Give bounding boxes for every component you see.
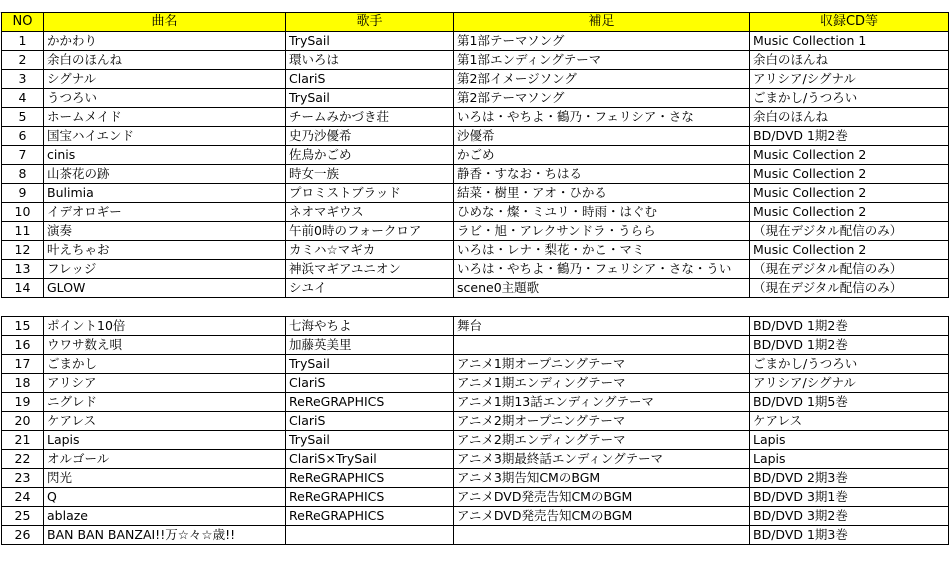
cell-title[interactable]: アリシア bbox=[44, 374, 286, 393]
cell-note[interactable]: アニメ2期オープニングテーマ bbox=[454, 412, 750, 431]
cell-note[interactable]: scene0主題歌 bbox=[454, 279, 750, 298]
cell-note[interactable]: アニメ2期エンディングテーマ bbox=[454, 431, 750, 450]
cell-cd[interactable]: 余白のほんね bbox=[750, 108, 949, 127]
cell-note[interactable]: 第2部イメージソング bbox=[454, 70, 750, 89]
cell-no[interactable]: 17 bbox=[2, 355, 44, 374]
cell-title[interactable]: かかわり bbox=[44, 32, 286, 51]
table-row bbox=[2, 526, 949, 545]
table-row bbox=[2, 70, 949, 89]
cell-note[interactable]: アニメDVD発売告知CMのBGM bbox=[454, 488, 750, 507]
table-row bbox=[2, 431, 949, 450]
cell-artist[interactable]: チームみかづき荘 bbox=[286, 108, 454, 127]
header-title[interactable]: 曲名 bbox=[44, 13, 286, 32]
cell-no[interactable]: 2 bbox=[2, 51, 44, 70]
cell-cd[interactable]: BD/DVD 2期3巻 bbox=[750, 469, 949, 488]
cell-cd[interactable]: 余白のほんね bbox=[750, 51, 949, 70]
cell-note[interactable]: アニメ1期エンディングテーマ bbox=[454, 374, 750, 393]
cell-no[interactable]: 3 bbox=[2, 70, 44, 89]
cell-title[interactable]: BAN BAN BANZAI!!万☆々☆歳!! bbox=[44, 526, 286, 545]
cell-cd[interactable]: Music Collection 2 bbox=[750, 184, 949, 203]
table-row bbox=[2, 203, 949, 222]
table-row bbox=[2, 184, 949, 203]
cell-artist[interactable]: ClariS bbox=[286, 70, 454, 89]
cell-title[interactable]: オルゴール bbox=[44, 450, 286, 469]
cell-artist[interactable]: ClariS bbox=[286, 374, 454, 393]
cell-title[interactable]: 叶えちゃお bbox=[44, 241, 286, 260]
cell-no[interactable]: 16 bbox=[2, 336, 44, 355]
cell-artist[interactable]: ReReGRAPHICS bbox=[286, 507, 454, 526]
cell-title[interactable]: ポイント10倍 bbox=[44, 317, 286, 336]
table-row bbox=[2, 241, 949, 260]
cell-artist[interactable]: TrySail bbox=[286, 32, 454, 51]
cell-title[interactable]: GLOW bbox=[44, 279, 286, 298]
table-row bbox=[2, 51, 949, 70]
cell-no[interactable]: 25 bbox=[2, 507, 44, 526]
cell-title[interactable]: ごまかし bbox=[44, 355, 286, 374]
cell-no[interactable]: 23 bbox=[2, 469, 44, 488]
cell-cd[interactable]: BD/DVD 1期2巻 bbox=[750, 317, 949, 336]
cell-artist[interactable]: シユイ bbox=[286, 279, 454, 298]
spacer-cell[interactable] bbox=[750, 298, 949, 317]
cell-cd[interactable]: ごまかし/うつろい bbox=[750, 355, 949, 374]
table-row bbox=[2, 89, 949, 108]
header-artist[interactable]: 歌手 bbox=[286, 13, 454, 32]
cell-artist[interactable]: ネオマギウス bbox=[286, 203, 454, 222]
spacer-cell[interactable] bbox=[286, 298, 454, 317]
cell-artist[interactable]: ClariS×TrySail bbox=[286, 450, 454, 469]
cell-note[interactable]: いろは・やちよ・鶴乃・フェリシア・さな・うい bbox=[454, 260, 750, 279]
cell-note[interactable]: ひめな・燦・ミユリ・時雨・はぐむ bbox=[454, 203, 750, 222]
cell-cd[interactable]: BD/DVD 1期2巻 bbox=[750, 127, 949, 146]
cell-note[interactable]: アニメ3期告知CMのBGM bbox=[454, 469, 750, 488]
cell-artist[interactable]: 七海やちよ bbox=[286, 317, 454, 336]
cell-title[interactable]: シグナル bbox=[44, 70, 286, 89]
cell-cd[interactable]: ごまかし/うつろい bbox=[750, 89, 949, 108]
header-note[interactable]: 補足 bbox=[454, 13, 750, 32]
cell-cd[interactable]: Lapis bbox=[750, 431, 949, 450]
cell-cd[interactable]: Music Collection 2 bbox=[750, 146, 949, 165]
cell-cd[interactable]: （現在デジタル配信のみ） bbox=[750, 279, 949, 298]
cell-artist[interactable]: 環いろは bbox=[286, 51, 454, 70]
cell-artist[interactable]: ReReGRAPHICS bbox=[286, 469, 454, 488]
cell-no[interactable]: 14 bbox=[2, 279, 44, 298]
cell-title[interactable]: Lapis bbox=[44, 431, 286, 450]
cell-no[interactable]: 22 bbox=[2, 450, 44, 469]
cell-title[interactable]: Bulimia bbox=[44, 184, 286, 203]
cell-note[interactable]: アニメ1期オープニングテーマ bbox=[454, 355, 750, 374]
cell-note[interactable]: いろは・レナ・梨花・かこ・マミ bbox=[454, 241, 750, 260]
header-no[interactable]: NO bbox=[2, 13, 44, 32]
cell-note[interactable]: 第1部エンディングテーマ bbox=[454, 51, 750, 70]
header-row bbox=[2, 13, 949, 32]
cell-no[interactable]: 24 bbox=[2, 488, 44, 507]
cell-cd[interactable]: アリシア/シグナル bbox=[750, 70, 949, 89]
cell-artist[interactable]: 史乃沙優希 bbox=[286, 127, 454, 146]
cell-artist[interactable]: 神浜マギアユニオン bbox=[286, 260, 454, 279]
table-row bbox=[2, 374, 949, 393]
cell-note[interactable]: アニメ1期13話エンディングテーマ bbox=[454, 393, 750, 412]
cell-title[interactable]: うつろい bbox=[44, 89, 286, 108]
table-row bbox=[2, 165, 949, 184]
spacer-cell[interactable] bbox=[2, 298, 44, 317]
cell-cd[interactable]: BD/DVD 1期2巻 bbox=[750, 336, 949, 355]
cell-artist[interactable]: ClariS bbox=[286, 412, 454, 431]
table-row bbox=[2, 450, 949, 469]
table-row bbox=[2, 336, 949, 355]
cell-no[interactable]: 6 bbox=[2, 127, 44, 146]
cell-no[interactable]: 20 bbox=[2, 412, 44, 431]
cell-note[interactable]: アニメDVD発売告知CMのBGM bbox=[454, 507, 750, 526]
cell-no[interactable]: 18 bbox=[2, 374, 44, 393]
cell-artist[interactable]: ReReGRAPHICS bbox=[286, 393, 454, 412]
table-row bbox=[2, 488, 949, 507]
cell-no[interactable]: 15 bbox=[2, 317, 44, 336]
cell-cd[interactable]: BD/DVD 1期5巻 bbox=[750, 393, 949, 412]
cell-artist[interactable]: 時女一族 bbox=[286, 165, 454, 184]
cell-title[interactable]: Q bbox=[44, 488, 286, 507]
cell-cd[interactable]: ケアレス bbox=[750, 412, 949, 431]
cell-cd[interactable]: BD/DVD 3期1巻 bbox=[750, 488, 949, 507]
cell-note[interactable] bbox=[454, 336, 750, 355]
cell-cd[interactable]: BD/DVD 1期3巻 bbox=[750, 526, 949, 545]
cell-no[interactable]: 19 bbox=[2, 393, 44, 412]
cell-note[interactable]: 沙優希 bbox=[454, 127, 750, 146]
cell-title[interactable]: ケアレス bbox=[44, 412, 286, 431]
cell-no[interactable]: 7 bbox=[2, 146, 44, 165]
cell-title[interactable]: ホームメイド bbox=[44, 108, 286, 127]
table-row bbox=[2, 355, 949, 374]
cell-cd[interactable]: Music Collection 2 bbox=[750, 203, 949, 222]
cell-artist[interactable] bbox=[286, 526, 454, 545]
cell-note[interactable]: いろは・やちよ・鶴乃・フェリシア・さな bbox=[454, 108, 750, 127]
cell-title[interactable]: 国宝ハイエンド bbox=[44, 127, 286, 146]
cell-cd[interactable]: Music Collection 1 bbox=[750, 32, 949, 51]
cell-no[interactable]: 8 bbox=[2, 165, 44, 184]
cell-artist[interactable]: TrySail bbox=[286, 89, 454, 108]
cell-cd[interactable]: Music Collection 2 bbox=[750, 241, 949, 260]
cell-no[interactable]: 4 bbox=[2, 89, 44, 108]
table-row bbox=[2, 317, 949, 336]
table-row bbox=[2, 32, 949, 51]
cell-no[interactable]: 10 bbox=[2, 203, 44, 222]
cell-title[interactable]: ウワサ数え唄 bbox=[44, 336, 286, 355]
header-cd[interactable]: 収録CD等 bbox=[750, 13, 949, 32]
cell-no[interactable]: 11 bbox=[2, 222, 44, 241]
cell-no[interactable]: 5 bbox=[2, 108, 44, 127]
cell-artist[interactable]: 加藤英美里 bbox=[286, 336, 454, 355]
cell-note[interactable]: 静香・すなお・ちはる bbox=[454, 165, 750, 184]
cell-cd[interactable]: アリシア/シグナル bbox=[750, 374, 949, 393]
cell-title[interactable]: ablaze bbox=[44, 507, 286, 526]
spacer-cell[interactable] bbox=[454, 298, 750, 317]
cell-title[interactable]: 閃光 bbox=[44, 469, 286, 488]
cell-no[interactable]: 21 bbox=[2, 431, 44, 450]
cell-cd[interactable]: BD/DVD 3期2巻 bbox=[750, 507, 949, 526]
cell-note[interactable]: アニメ3期最終話エンディングテーマ bbox=[454, 450, 750, 469]
cell-note[interactable]: かごめ bbox=[454, 146, 750, 165]
cell-no[interactable]: 1 bbox=[2, 32, 44, 51]
cell-title[interactable]: 演奏 bbox=[44, 222, 286, 241]
table-row bbox=[2, 507, 949, 526]
cell-note[interactable]: 第1部テーマソング bbox=[454, 32, 750, 51]
cell-note[interactable]: ラビ・旭・アレクサンドラ・うらら bbox=[454, 222, 750, 241]
table-row bbox=[2, 146, 949, 165]
table-row bbox=[2, 393, 949, 412]
spacer-cell[interactable] bbox=[44, 298, 286, 317]
cell-artist[interactable]: ReReGRAPHICS bbox=[286, 488, 454, 507]
cell-note[interactable]: 第2部テーマソング bbox=[454, 89, 750, 108]
cell-no[interactable]: 13 bbox=[2, 260, 44, 279]
cell-no[interactable]: 9 bbox=[2, 184, 44, 203]
spacer-row bbox=[2, 298, 949, 317]
table-row bbox=[2, 469, 949, 488]
cell-cd[interactable]: Lapis bbox=[750, 450, 949, 469]
table-row bbox=[2, 279, 949, 298]
cell-no[interactable]: 12 bbox=[2, 241, 44, 260]
cell-title[interactable]: イデオロギー bbox=[44, 203, 286, 222]
cell-cd[interactable]: （現在デジタル配信のみ） bbox=[750, 222, 949, 241]
cell-cd[interactable]: Music Collection 2 bbox=[750, 165, 949, 184]
cell-title[interactable]: 山茶花の跡 bbox=[44, 165, 286, 184]
cell-artist[interactable]: TrySail bbox=[286, 355, 454, 374]
cell-title[interactable]: フレッジ bbox=[44, 260, 286, 279]
cell-no[interactable]: 26 bbox=[2, 526, 44, 545]
cell-title[interactable]: cinis bbox=[44, 146, 286, 165]
table-row bbox=[2, 412, 949, 431]
cell-artist[interactable]: TrySail bbox=[286, 431, 454, 450]
cell-artist[interactable]: カミハ☆マギカ bbox=[286, 241, 454, 260]
cell-artist[interactable]: 佐鳥かごめ bbox=[286, 146, 454, 165]
song-table bbox=[1, 12, 949, 545]
cell-artist[interactable]: 午前0時のフォークロア bbox=[286, 222, 454, 241]
cell-cd[interactable]: （現在デジタル配信のみ） bbox=[750, 260, 949, 279]
cell-note[interactable]: 舞台 bbox=[454, 317, 750, 336]
table-row bbox=[2, 108, 949, 127]
cell-artist[interactable]: プロミストブラッド bbox=[286, 184, 454, 203]
cell-note[interactable]: 結菜・樹里・アオ・ひかる bbox=[454, 184, 750, 203]
cell-note[interactable] bbox=[454, 526, 750, 545]
table-row bbox=[2, 222, 949, 241]
table-row bbox=[2, 127, 949, 146]
cell-title[interactable]: ニグレド bbox=[44, 393, 286, 412]
table-row bbox=[2, 260, 949, 279]
cell-title[interactable]: 余白のほんね bbox=[44, 51, 286, 70]
